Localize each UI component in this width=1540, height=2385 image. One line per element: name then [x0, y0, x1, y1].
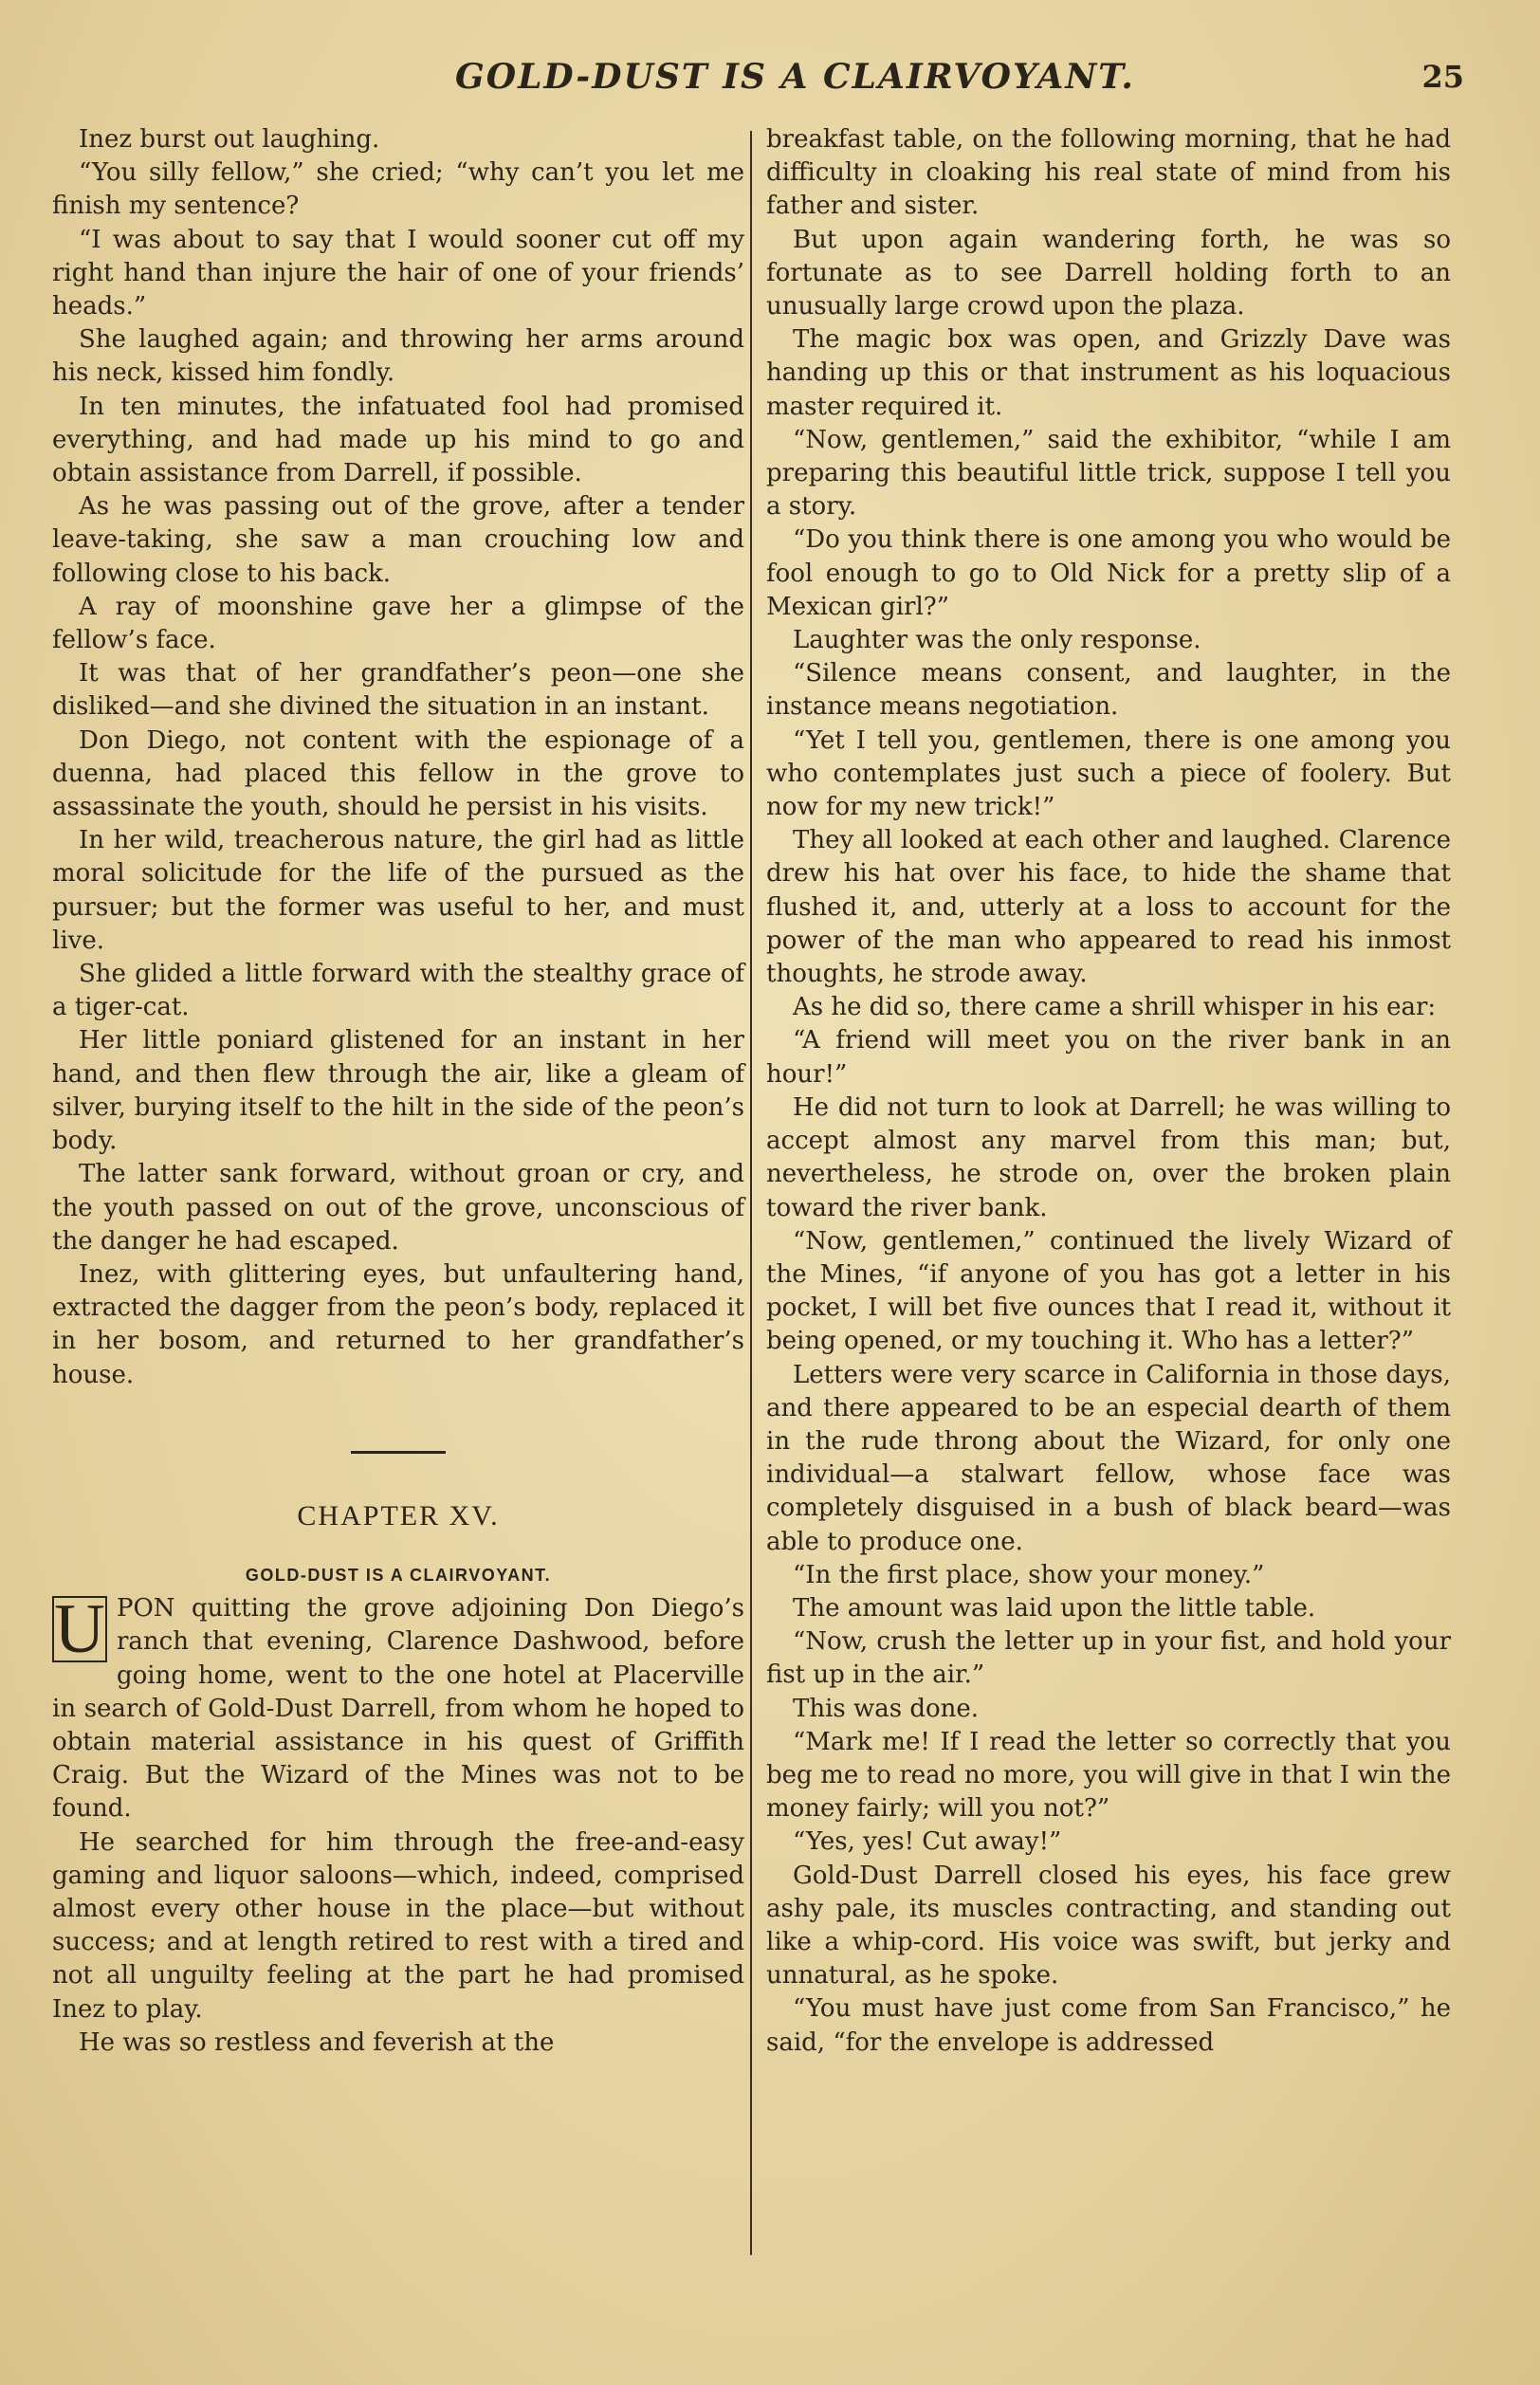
paragraph: The magic box was open, and Grizzly Dave was handing up this or that instrument as his loquacious master required it. [766, 325, 1451, 421]
paragraph: They all looked at each other and laughed. Clarence drew his hat over his face, to hide the shame that flushed it, and, utterly at a loss to account for the power of the man who appeared to read his inmost thoughts, he strode away. [766, 826, 1451, 989]
chapter-first-text: PON quitting the grove adjoining Don Diego’s ranch that evening, Clarence Dashwood, before going home, went to the one hotel at Placerville in search of Gold-Dust Darrell, from whom he hoped to obtain material assistance in his quest of Griffith Craig. But the Wizard of the Mines was not to be found. [52, 1594, 744, 1824]
chapter-first-paragraph [52, 1592, 744, 1825]
column-divider [750, 131, 752, 2255]
paragraph: He was so restless and feverish at the [79, 2027, 555, 2057]
paragraph: He did not turn to look at Darrell; he was willing to accept almost any marvel from this man; but, nevertheless, he strode on, over the broken plain toward the river bank. [766, 1092, 1451, 1222]
paragraph: This was done. [793, 1694, 980, 1723]
chapter-title: CHAPTER XV. [297, 1499, 500, 1532]
paragraph: Her little poniard glistened for an instant in her hand, and then flew through the air, like a gleam of silver, burying itself to the hilt in the side of the peon’s body. [52, 1026, 744, 1156]
paragraph: In her wild, treacherous nature, the girl had as little moral solicitude for the life of the pursued as the pursuer; but the former was useful to her, and must live. [52, 826, 744, 955]
paragraph: The latter sank forward, without groan or cry, and the youth passed on out of the grove, unconscious of the danger he had escaped. [52, 1160, 744, 1256]
paragraph: Don Diego, not content with the espionage of a duenna, had placed this fellow in the grove to assassinate the youth, should he persist in his visits. [52, 725, 744, 822]
paragraph: “Now, gentlemen,” continued the lively Wizard of the Mines, “if anyone of you has got a letter in his pocket, I will bet five ounces that I read it, without it being opened, or my touching it. Who has a letter?” [766, 1226, 1451, 1356]
paragraph: Inez burst out laughing. [79, 125, 380, 154]
left-column [52, 123, 744, 2060]
drop-cap: U [52, 1596, 107, 1662]
paragraph: “Yes, yes! Cut away!” [793, 1827, 1062, 1857]
paragraph: “Do you think there is one among you who would be fool enough to go to Old Nick for a pretty slip of a Mexican girl?” [766, 525, 1451, 621]
paragraph: “Now, crush the letter up in your fist, and hold your fist up in the air.” [766, 1627, 1451, 1690]
paragraph: “In the first place, show your money.” [793, 1560, 1265, 1589]
paragraph: Inez, with glittering eyes, but unfaultering hand, extracted the dagger from the peon’s body, replaced it in her bosom, and returned to her grandfather’s house. [52, 1259, 744, 1389]
section-divider [351, 1451, 446, 1454]
running-header [0, 57, 1540, 114]
chapter-subtitle: GOLD-DUST IS A CLAIRVOYANT. [245, 1565, 552, 1585]
paragraph: “Now, gentlemen,” said the exhibitor, “while I am preparing this beautiful little trick, suppose I tell you a story. [766, 425, 1451, 522]
paragraph: Laughter was the only response. [793, 626, 1201, 655]
right-column [766, 123, 1451, 2060]
running-title: GOLD-DUST IS A CLAIRVOYANT. [455, 57, 1135, 97]
paragraph: As he did so, there came a shrill whisper in his ear: [793, 993, 1437, 1022]
paragraph: “You must have just come from San Francisco,” he said, “for the envelope is addressed [766, 1994, 1451, 2057]
continued-paragraph: breakfast table, on the following morning, that he had difficulty in cloaking his real state of mind from his father and sister. [766, 125, 1451, 221]
paragraph: The amount was laid upon the little table. [793, 1593, 1316, 1623]
paragraph: But upon again wandering forth, he was so fortunate as to see Darrell holding forth to an unusually large crowd upon the plaza. [766, 225, 1451, 321]
paragraph: He searched for him through the free-and-easy gaming and liquor saloons—which, indeed, comprised almost every other house in the place—but without success; and at length retired to rest with a tired and not all unguilty feeling at the part he had promised Inez to play. [52, 1827, 744, 2024]
paragraph: Letters were very scarce in California in those days, and there appeared to be an especial dearth of them in the rude throng about the Wizard, for only one individual—a stalwart fellow, whose face was completely disguised in a bush of black beard—was able to produce one. [766, 1360, 1451, 1556]
paragraph: “Mark me! If I read the letter so correctly that you beg me to read no more, you will give in that I win the money fairly; will you not?” [766, 1727, 1451, 1824]
paragraph: As he was passing out of the grove, after a tender leave-taking, she saw a man crouching low and following close to his back. [52, 492, 744, 588]
paragraph: She laughed again; and throwing her arms around his neck, kissed him fondly. [52, 325, 744, 388]
paragraph: Gold-Dust Darrell closed his eyes, his face grew ashy pale, its muscles contracting, and standing out like a whip-cord. His voice was swift, but jerky and unnatural, as he spoke. [766, 1861, 1451, 1991]
paragraph: “A friend will meet you on the river bank in an hour!” [766, 1026, 1451, 1089]
paragraph: She glided a little forward with the stealthy grace of a tiger-cat. [52, 960, 744, 1022]
paragraph: “Silence means consent, and laughter, in the instance means negotiation. [766, 659, 1451, 722]
paragraph: In ten minutes, the infatuated fool had promised everything, and had made up his mind to go and obtain assistance from Darrell, if possible. [52, 392, 744, 488]
paragraph: “You silly fellow,” she cried; “why can’t you let me finish my sentence? [52, 158, 744, 221]
paragraph: It was that of her grandfather’s peon—one she disliked—and she divined the situation in an instant. [52, 659, 744, 722]
page-number: 25 [1421, 59, 1464, 95]
paragraph: A ray of moonshine gave her a glimpse of the fellow’s face. [52, 592, 744, 655]
paragraph: “Yet I tell you, gentlemen, there is one among you who contemplates just such a piece of foolery. But now for my new trick!” [766, 725, 1451, 822]
paragraph: “I was about to say that I would sooner cut off my right hand than injure the hair of one of your friends’ heads.” [52, 225, 744, 321]
